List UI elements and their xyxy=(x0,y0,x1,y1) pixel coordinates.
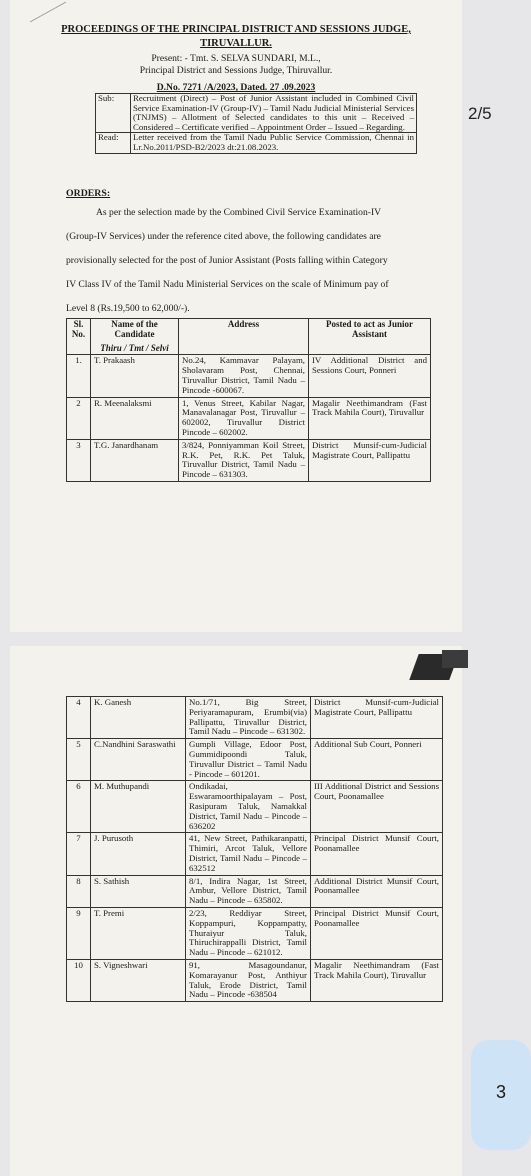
subject-text: Recruitment (Direct) – Post of Junior Assistant included in Combined Civil Service Examination-IV (Group-IV) – Tamil Nadu Judicial Ministerial Services (TNJMS) – Allotment of Selected candidates to this unit – Received – Considered – Certificate verified – Appointment Order – Issued – Regarding. xyxy=(131,94,417,133)
cell-sl-no: 9 xyxy=(67,907,91,959)
cell-address: 8/1, Indira Nagar, 1st Street, Ambur, Vellore District, Tamil Nadu – Pincode – 635802. xyxy=(186,875,311,907)
cell-candidate-name: K. Ganesh xyxy=(91,697,186,739)
table-row xyxy=(67,355,431,397)
cell-posting: District Munsif-cum-Judicial Magistrate Court, Pallipattu xyxy=(311,697,443,739)
header-name xyxy=(91,319,179,355)
document-page-1 xyxy=(10,0,462,632)
cell-posting: District Munsif-cum-Judicial Magistrate Court, Pallipattu xyxy=(309,439,431,481)
cell-posting: III Additional District and Sessions Court, Poonamallee xyxy=(311,781,443,833)
header-sl-no: Sl. No. xyxy=(67,319,91,355)
fold-crease-mark xyxy=(28,0,68,24)
cell-sl-no: 8 xyxy=(67,875,91,907)
cell-candidate-name: J. Purusoth xyxy=(91,833,186,875)
cell-candidate-name: T. Premi xyxy=(91,907,186,959)
cell-candidate-name: T. Prakaash xyxy=(91,355,179,397)
cell-posting: Magalir Neethimandram (Fast Track Mahila Court), Tiruvallur xyxy=(311,959,443,1001)
cell-candidate-name: S. Vigneshwari xyxy=(91,959,186,1001)
table-header-row xyxy=(67,319,431,355)
proceedings-title-place: TIRUVALLUR. xyxy=(200,38,272,49)
cell-address: No.24, Kammavar Palayam, Sholavaram Post, Chennai, Tiruvallur District, Tamil Nadu – Pincode -600067. xyxy=(179,355,309,397)
cell-posting: Principal District Munsif Court, Poonamallee xyxy=(311,907,443,959)
designation-line: Principal District and Sessions Judge, Thiruvallur. xyxy=(139,65,333,76)
orders-heading: ORDERS: xyxy=(66,188,111,199)
cell-candidate-name: S. Sathish xyxy=(91,875,186,907)
read-text: Letter received from the Tamil Nadu Public Service Commission, Chennai in Lr.No.2011/PSD-B2/2023 dt:21.08.2023. xyxy=(131,133,417,153)
table-row xyxy=(67,739,443,781)
header-name-label: Name of the Candidate xyxy=(111,319,158,339)
proceedings-title: PROCEEDINGS OF THE PRINCIPAL DISTRICT AND SESSIONS JUDGE, xyxy=(61,24,411,35)
paragraph-line-2: (Group-IV Services) under the reference cited above, the following candidates are xyxy=(66,231,381,242)
table-row xyxy=(67,907,443,959)
table-row xyxy=(67,833,443,875)
cell-candidate-name: T.G. Janardhanam xyxy=(91,439,179,481)
cell-sl-no: 1. xyxy=(67,355,91,397)
cell-candidate-name: M. Muthupandi xyxy=(91,781,186,833)
document-page-2 xyxy=(10,646,462,1176)
cell-sl-no: 7 xyxy=(67,833,91,875)
table-row xyxy=(67,697,443,739)
cell-address: No.1/71, Big Street, Periyaramapuram, Erumbi(via) Pallipattu, Tiruvallur District, Tamil Nadu – Pincode – 631302. xyxy=(186,697,311,739)
cell-candidate-name: C.Nandhini Saraswathi xyxy=(91,739,186,781)
cell-sl-no: 3 xyxy=(67,439,91,481)
header-address: Address xyxy=(179,319,309,355)
page-counter: 2/5 xyxy=(468,104,492,123)
cell-address: 3/824, Ponniyamman Koil Street, R.K. Pet, R.K. Pet Taluk, Tiruvallur District, Tamil Nadu – Pincode – 631303. xyxy=(179,439,309,481)
cell-posting: Principal District Munsif Court, Poonamallee xyxy=(311,833,443,875)
cell-sl-no: 2 xyxy=(67,397,91,439)
cell-posting: Additional District Munsif Court, Poonamallee xyxy=(311,875,443,907)
subject-label: Sub: xyxy=(96,94,131,133)
paragraph-line-4: IV Class IV of the Tamil Nadu Ministerial Services on the scale of Minimum pay of xyxy=(66,279,389,290)
subject-row xyxy=(96,94,417,133)
candidates-table-page-1 xyxy=(66,318,431,482)
candidates-table-page-2 xyxy=(66,696,443,1002)
cell-posting: IV Additional District and Sessions Court, Ponneri xyxy=(309,355,431,397)
table-row xyxy=(67,875,443,907)
header-name-sub: Thiru / Tmt / Selvi xyxy=(100,342,169,353)
table-row xyxy=(67,781,443,833)
cell-address: 91, Masagoundanur, Komarayanur Post, Anthiyur Taluk, Erode District, Tamil Nadu – Pincode -638504 xyxy=(186,959,311,1001)
table-row xyxy=(67,439,431,481)
cell-address: Ondikadai, Eswaramoorthipalayam – Post, Rasipuram Taluk, Namakkal District, Tamil Nadu – Pincode – 636202 xyxy=(186,781,311,833)
read-label: Read: xyxy=(96,133,131,153)
cell-address: 1, Venus Street, Kabilar Nagar, Manavalanagar Post, Tiruvallur – 602002, Tiruvallur District Pincode – 602002. xyxy=(179,397,309,439)
cell-address: 41, New Street, Pathikaranpatti, Thimiri, Arcot Taluk, Vellore District, Tamil Nadu – Pincode – 632512 xyxy=(186,833,311,875)
paragraph-line-1: As per the selection made by the Combined Civil Service Examination-IV xyxy=(96,207,382,218)
table-body-page-1 xyxy=(67,355,431,482)
present-line: Present: - Tmt. S. SELVA SUNDARI, M.L., xyxy=(151,53,321,64)
paragraph-line-5: Level 8 (Rs.19,500 to 62,000/-). xyxy=(66,303,190,314)
cell-sl-no: 10 xyxy=(67,959,91,1001)
document-number: D.No. 7271 /A/2023, Dated. 27 .09.2023 xyxy=(156,82,316,93)
subject-read-box xyxy=(95,93,417,154)
paragraph-line-3: provisionally selected for the post of Junior Assistant (Posts falling within Category xyxy=(66,255,388,266)
cell-sl-no: 4 xyxy=(67,697,91,739)
cell-address: Gumpli Village, Edoor Post, Gummidipoondi Taluk, Tiruvallur District – Tamil Nadu - Pincode – 601201. xyxy=(186,739,311,781)
table-body-page-2 xyxy=(67,697,443,1002)
read-row xyxy=(96,133,417,153)
cell-address: 2/23, Reddiyar Street, Koppampuri, Koppampatty, Thuraiyur Taluk, Thiruchirappalli District, Tamil Nadu – Pincode – 621012. xyxy=(186,907,311,959)
cell-candidate-name: R. Meenalaksmi xyxy=(91,397,179,439)
cell-posting: Additional Sub Court, Ponneri xyxy=(311,739,443,781)
cell-sl-no: 6 xyxy=(67,781,91,833)
page-corner-edge xyxy=(442,650,468,668)
header-post: Posted to act as Junior Assistant xyxy=(309,319,431,355)
table-row xyxy=(67,959,443,1001)
table-row xyxy=(67,397,431,439)
cell-sl-no: 5 xyxy=(67,739,91,781)
cell-posting: Magalir Neethimandram (Fast Track Mahila Court), Tiruvallur xyxy=(309,397,431,439)
side-button-glyph: 3 xyxy=(496,1082,507,1102)
